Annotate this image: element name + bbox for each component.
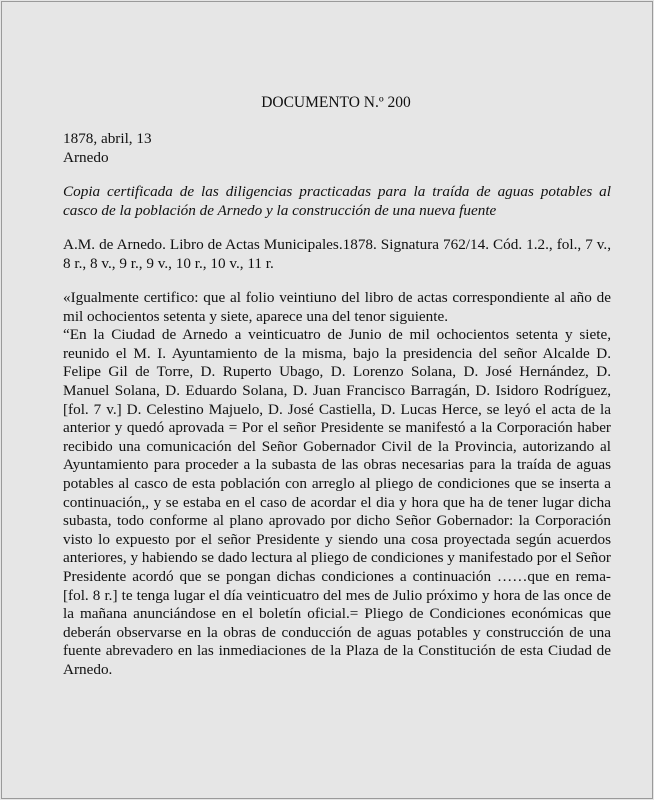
document-source: A.M. de Arnedo. Libro de Actas Municipales.1878. Signatura 762/14. Cód. 1.2., fol., 7 v., 8 r., 8 v., 9 r., 9 v., 10 r., 10 v., 11 r. [63, 236, 611, 272]
document-page [1, 1, 653, 799]
document-place: Arnedo [63, 149, 109, 166]
document-body [63, 289, 611, 679]
body-paragraph-1: «Igualmente certifico: que al folio veintiuno del libro de actas correspondiente al año de mil ochocientos setenta y siete, aparece una del tenor siguiente. [63, 289, 611, 325]
document-summary: Copia certificada de las diligencias practicadas para la traída de aguas potables al casco de la población de Arnedo y la construcción de una nueva fuente [63, 183, 611, 219]
document-heading: DOCUMENTO N.º 200 [261, 94, 411, 111]
body-paragraph-2: “En la Ciudad de Arnedo a veinticuatro de Junio de mil ochocientos setenta y siete, reunido el M. I. Ayuntamiento de la misma, bajo la presidencia del señor Alcalde D. Felipe Gil de Torre, D. Ruperto Ubago, D. Lorenzo Solana, D. José Hernández, D. Manuel Solana, D. Eduardo Solana, D. Juan Francisco Barragán, D. Isidoro Rodríguez, [fol. 7 v.] D. Celestino Majuelo, D. José Castiella, D. Lucas Herce, se leyó el acta de la anterior y quedó aprovada = Por el señor Presidente se manifestó a la Corporación haber recibido una comunicación del Señor Gobernador Civil de la Provincia, autorizando al Ayuntamiento para proceder a la subasta de las obras necesarias para la traída de aguas potables al casco de esta población con arreglo al pliego de condiciones que se inserta a continuación,, y se estaba en el caso de acordar el dia y hora que ha de tener lugar dicha subasta, todo conforme al plano aprovado por dicho Señor Gobernador: la Corporación visto lo expuesto por el señor Presidente y siendo una cosa proyectada según acuerdos anteriores, y habiendo se dado lectura al pliego de condiciones y manifestado por el Señor Presidente acordó que se pongan dichas condiciones a continuación ……que en rema- [fol. 8 r.] te tenga lugar el día veinticuatro del mes de Julio próximo y hora de las once de la mañana anunciándose en el boletín oficial.= Pliego de Condiciones económicas que deberán observarse en la obras de conducción de aguas potables y construcción de una fuente abrevadero en las inmediaciones de la Plaza de la Constitución de esta Ciudad de Arnedo. [63, 326, 611, 678]
document-date: 1878, abril, 13 [63, 130, 152, 147]
